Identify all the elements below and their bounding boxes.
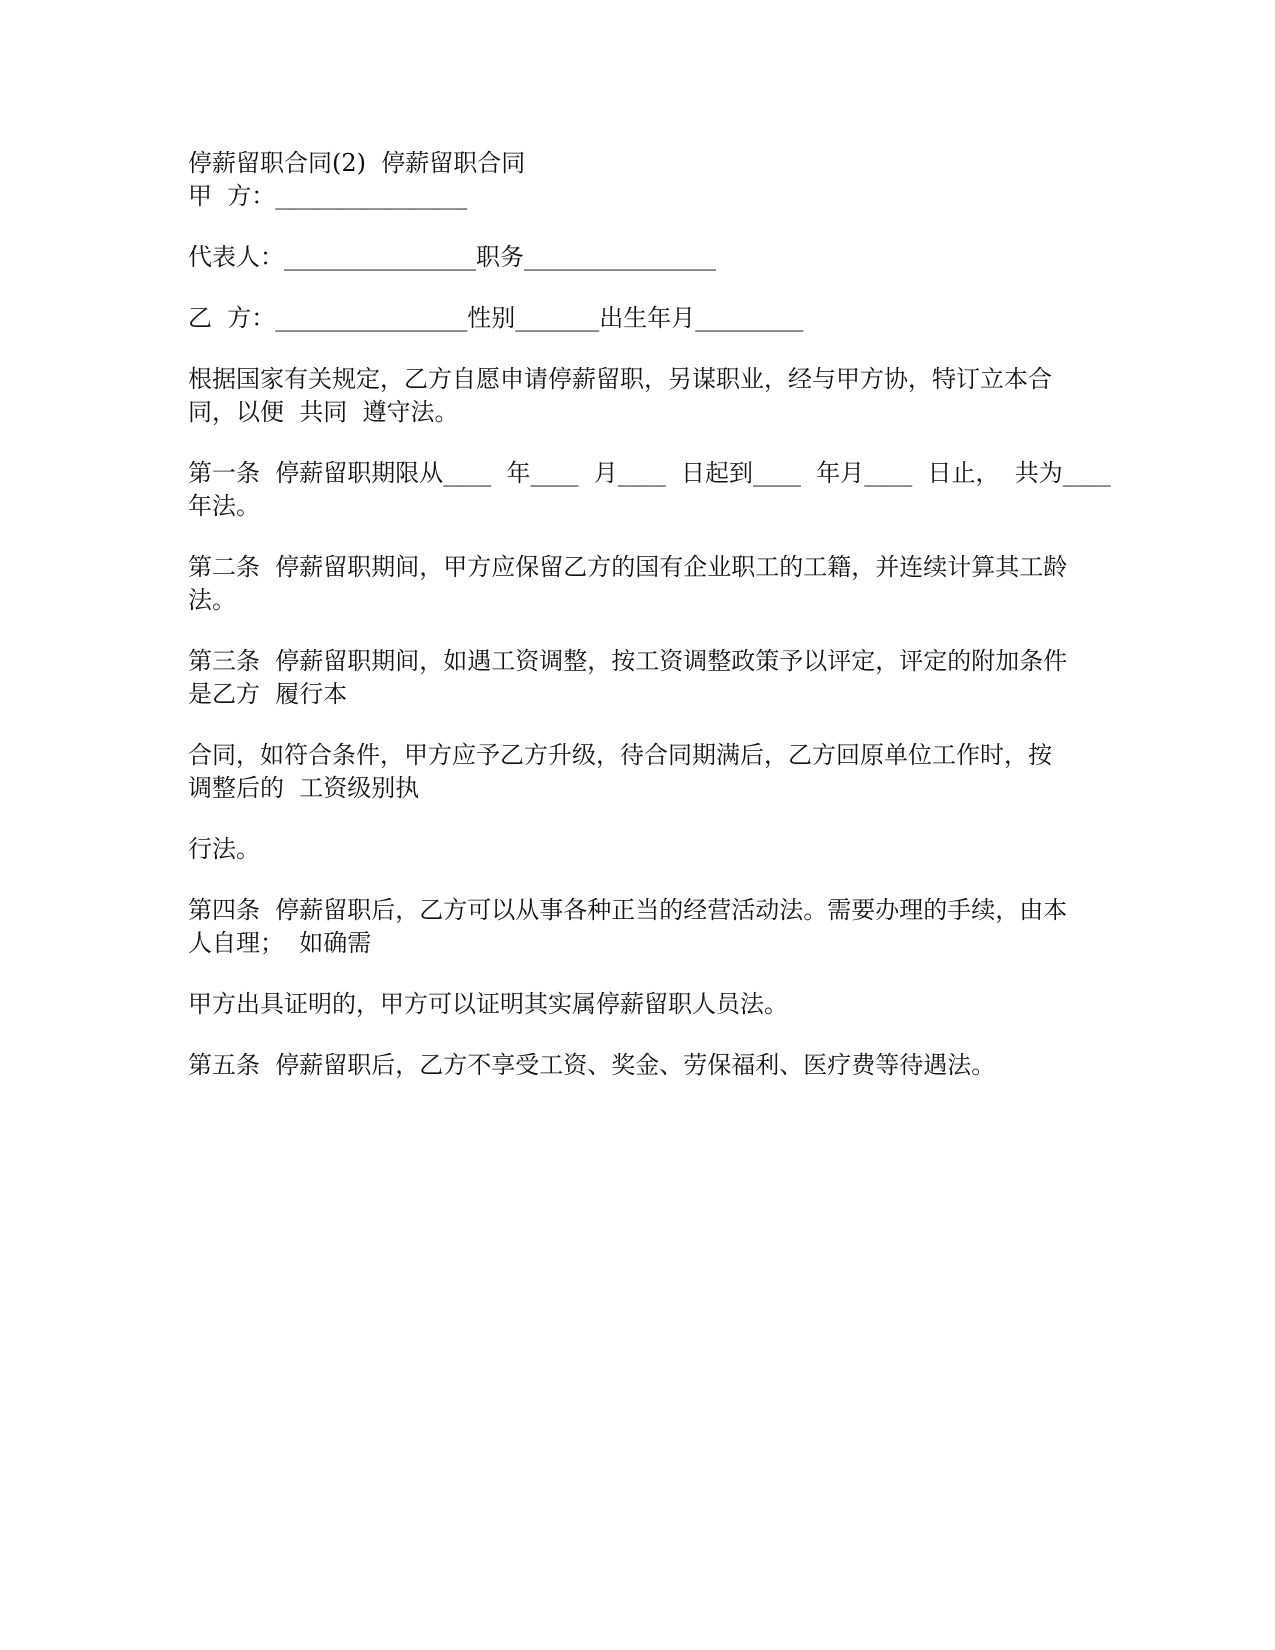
document-heading: 停薪留职合同(2) 停薪留职合同: [188, 149, 526, 177]
article-2-line: 法。: [188, 586, 236, 614]
article-4-line: 人自理； 如确需: [188, 929, 372, 957]
intro-paragraph: [188, 363, 1128, 429]
contract-body: [188, 147, 1128, 1082]
article-1: [188, 457, 1128, 523]
article-5: 第五条 停薪留职后，乙方不享受工资、奖金、劳保福利、医疗费等待遇法。: [188, 1051, 996, 1079]
party-a-line: 甲 方：________________: [188, 182, 468, 210]
intro-line: 同，以便 共同 遵守法。: [188, 398, 459, 426]
article-1-line: 第一条 停薪留职期限从____ 年____ 月____ 日起到____ 年月____ 日止， 共为____: [188, 459, 1111, 487]
article-3-cont-line: 合同，如符合条件，甲方应予乙方升级，待合同期满后，乙方回原单位工作时，按: [188, 741, 1052, 769]
article-4-continued: 甲方出具证明的，甲方可以证明其实属停薪留职人员法。: [188, 990, 788, 1018]
article-2: [188, 551, 1128, 617]
article-4: [188, 894, 1128, 960]
article-1-line: 年法。: [188, 492, 260, 520]
article-4-line: 第四条 停薪留职后，乙方可以从事各种正当的经营活动法。需要办理的手续，由本: [188, 896, 1068, 924]
intro-line: 根据国家有关规定，乙方自愿申请停薪留职，另谋职业，经与甲方协，特订立本合: [188, 365, 1052, 393]
party-b-line: 乙 方：________________性别_______出生年月_________: [188, 304, 804, 332]
article-3-end: 行法。: [188, 835, 260, 863]
article-3-line: 是乙方 履行本: [188, 680, 348, 708]
article-3-cont-line: 调整后的 工资级别执: [188, 774, 420, 802]
article-2-line: 第二条 停薪留职期间，甲方应保留乙方的国有企业职工的工籍，并连续计算其工龄: [188, 553, 1068, 581]
article-3-line: 第三条 停薪留职期间，如遇工资调整，按工资调整政策予以评定，评定的附加条件: [188, 647, 1068, 675]
article-3: [188, 645, 1128, 711]
article-3-continued: [188, 739, 1128, 805]
representative-line: 代表人：________________职务________________: [188, 243, 716, 271]
